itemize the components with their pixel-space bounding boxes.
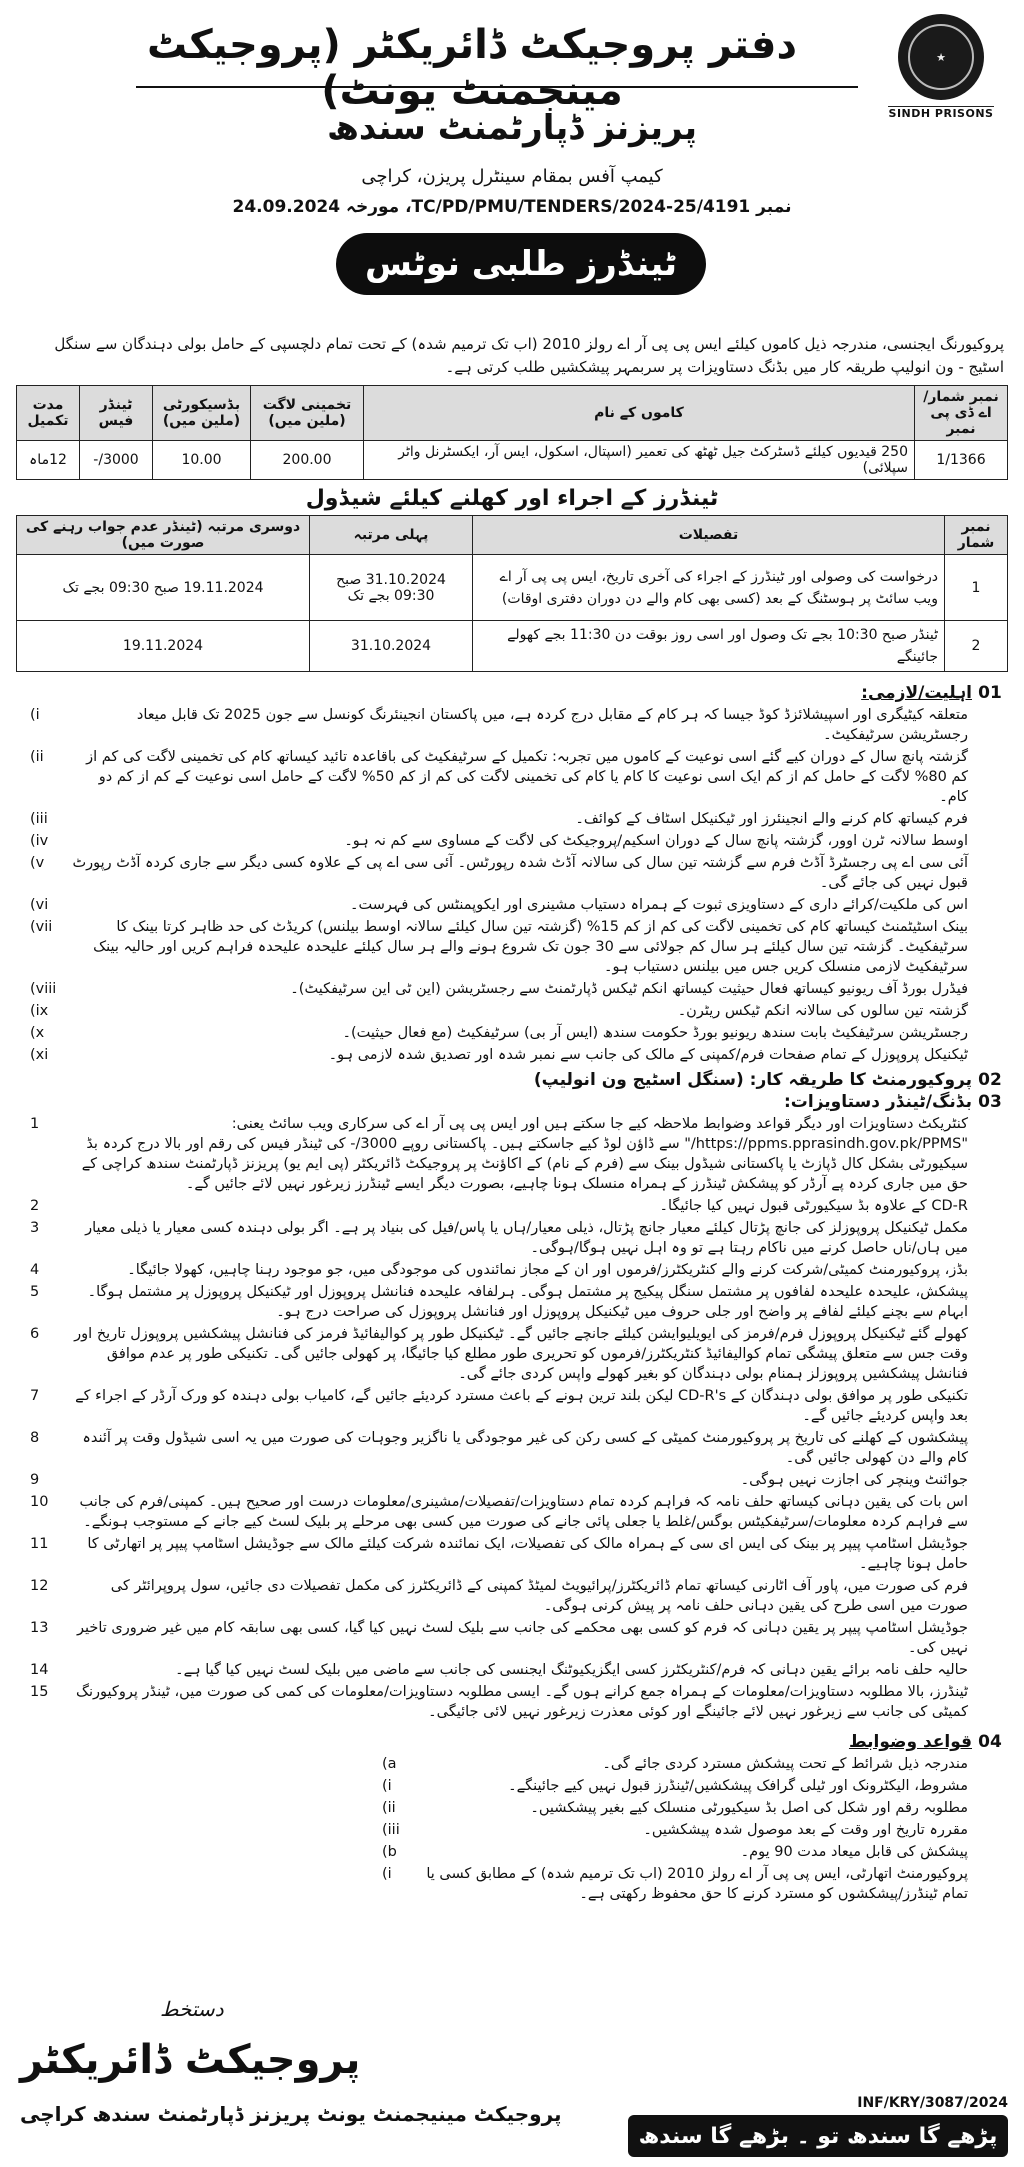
item-text: اس بات کی یقین دہانی کیساتھ حلف نامہ کہ فراہم کردہ تمام دستاویزات/تفصیلات/مشینری/معلومات درست اور صحیح ہیں۔ کمپنی/فرم کی جانب سے فراہم کردہ معلومات/سرٹیفکیٹس بوگس/غلط یا جعلی پائی جانے کی صورت میں کسی بھی مرحلے پر بلیک لسٹ کیے جانے کے مستوجب ہونگے۔ [79, 1494, 968, 1530]
item-text: ٹیکنیکل پروپوزل کے تمام صفحات فرم/کمپنی کے مالک کی جانب سے نمبر شدہ اور تصدیق شدہ لازمی ہو۔ [328, 1047, 968, 1063]
list-item [16, 1324, 1008, 1384]
item-marker: 13 [30, 1620, 49, 1636]
item-marker: 7 [30, 1388, 40, 1404]
list-item [16, 1534, 1008, 1574]
list-item [16, 1114, 1008, 1194]
list-item [16, 1660, 1008, 1680]
item-text: جوڈیشل اسٹامپ پیپر پر یقین دہانی کہ فرم کو کسی بھی محکمے کی جانب سے بلیک لسٹ نہیں کیا گیا، کسی بھی سابقہ کام میں غیر ضروری تاخیر نہیں کی۔ [77, 1620, 968, 1656]
list-item [16, 1001, 1008, 1021]
col-header: دوسری مرتبہ (ٹینڈر عدم جواب رہنے کی صورت میں) [17, 516, 310, 555]
item-text: گزشتہ تین سالوں کی سالانہ انکم ٹیکس ریٹرن۔ [677, 1003, 968, 1019]
item-text: حالیہ حلف نامہ برائے یقین دہانی کہ فرم/کنٹریکٹرز کسی ایگزیکیوٹنگ ایجنسی کی جانب سے ماضی میں بلیک لسٹ نہیں کیا گیا ہے۔ [175, 1662, 968, 1678]
item-text: پروکیورمنٹ اتھارٹی، ایس پی پی آر اے رولز 2010 (اب تک ترمیم شدہ) کے مطابق کسی یا تمام ٹینڈرز/پیشکشوں کو مسترد کرنے کا حق محفوظ رکھتی ہے۔ [426, 1866, 968, 1902]
item-text: مکمل ٹیکنیکل پروپوزلز کی جانچ پڑتال کیلئے معیار جانچ پڑتال، ذیلی معیار/ہاں یا پاس/فیل کی بنیاد پر ہے۔ اگر بولی دہندہ کسی معیار یا ذیلی معیار میں ہاں/ناں حاصل کرنے میں ناکام رہتا ہے تو وہ اہل نہیں ہوگا/ہوگی۔ [85, 1220, 968, 1256]
table-cell: 31.10.2024 [310, 621, 473, 672]
list-item [368, 1754, 1008, 1774]
item-text: پیشکش، علیحدہ علیحدہ لفافوں پر مشتمل سنگل پیکیج پر مشتمل ہوگی۔ ہرلفافہ علیحدہ فنانشل پروپوزل اور ٹیکنیکل پروپوزل پر مشتمل ہوگا۔ ابہام سے بچنے کیلئے لفافے پر واضح اور جلی حروف میں ٹیکنیکل پروپوزل اور فنانشل پروپوزل کی صراحت درج ہو۔ [87, 1284, 968, 1320]
table-cell: 1/1366 [915, 441, 1008, 480]
notice-footer [0, 1997, 1024, 2167]
item-marker: 6 [30, 1326, 40, 1342]
section-number: 04 [978, 1732, 1002, 1752]
list-item [16, 705, 1008, 745]
item-marker: 10 [30, 1494, 49, 1510]
list-item [16, 831, 1008, 851]
camp-office: کیمپ آفس بمقام سینٹرل پریزن، کراچی [361, 166, 663, 187]
list-item [16, 1492, 1008, 1532]
table-cell: 200.00 [251, 441, 364, 480]
item-marker: (iii [382, 1822, 400, 1838]
item-marker: 5 [30, 1284, 40, 1300]
item-marker: (v [30, 855, 45, 871]
list-item [16, 1282, 1008, 1322]
table-cell: 250 قیدیوں کیلئے ڈسٹرکٹ جیل ٹھٹھ کی تعمیر (اسپتال، اسکول، ایس آر، ایکسٹرنل واٹر سپلائی) [364, 441, 915, 480]
item-text: فرم کی صورت میں، پاور آف اٹارنی کیساتھ تمام ڈائریکٹرز/پرائیویٹ لمیٹڈ کمپنی کے ڈائریکٹرز کی مکمل تفصیلات دی جائیں، سول پروپرائٹر کی صورت میں اسی طرح کی یقین دہانی حلف نامہ پر پیش کرنی ہوگی۔ [110, 1578, 968, 1614]
signature: دستخط [160, 1997, 224, 2021]
table-cell: 3000/- [80, 441, 153, 480]
list-item [16, 1045, 1008, 1065]
section-number: 03 [978, 1092, 1002, 1112]
col-header: ٹینڈر فیس [80, 386, 153, 441]
table-cell: 12ماہ [17, 441, 80, 480]
table-row [17, 441, 1008, 480]
list-item [16, 747, 1008, 807]
reference-number: نمبر TC/PD/PMU/TENDERS/2024-25/4191، مورخہ 24.09.2024 [232, 197, 792, 217]
item-marker: 9 [30, 1472, 40, 1488]
item-marker: 12 [30, 1578, 49, 1594]
item-text: رجسٹریشن سرٹیفکیٹ بابت سندھ ریونیو بورڈ حکومت سندھ (ایس آر بی) سرٹیفکیٹ (مع فعال حیثیت)۔ [342, 1025, 968, 1041]
col-header: نمبر شمار [945, 516, 1008, 555]
schedule-table [16, 515, 1008, 672]
list-item [16, 1618, 1008, 1658]
item-text: کھولے گئے ٹیکنیکل پروپوزل فرم/فرمز کی ایویلیوایشن کیلئے جانچے جائیں گے۔ ٹیکنیکل طور پر کوالیفائیڈ فرمز کی فنانشل پیشکشیں پروپوزل تاریخ اور وقت جس سے متعلق پیشگی تمام کوالیفائیڈ کنٹریکٹرز/فرموں کو تحریری طور مطلع کیا جائیگا، پر کھولی جائیں گی۔ تکنیکی طور پر عدم موافق فنانشل پیشکشیں پروپوزلز ہمنام بولی دہندگان کو بغیر کھولے واپس کردی جائے گی۔ [74, 1326, 968, 1382]
inf-number: INF/KRY/3087/2024 [857, 2095, 1008, 2111]
bidding-list [16, 1114, 1008, 1722]
item-text: فیڈرل بورڈ آف ریونیو کیساتھ فعال حیثیت کیساتھ انکم ٹیکس ڈپارٹمنٹ سے رجسٹریشن (این ٹی این سرٹیفکیٹ)۔ [290, 981, 968, 997]
item-marker: (a [382, 1756, 397, 1772]
item-text: CD-R کے علاوہ بڈ سیکیورٹی قبول نہیں کیا جائیگا۔ [659, 1198, 968, 1214]
item-marker: (viii [30, 981, 57, 997]
list-item [368, 1842, 1008, 1862]
logo-caption: SINDH PRISONS [888, 107, 994, 120]
works-table [16, 385, 1008, 480]
section-title: پروکیورمنٹ کا طریقہ کار: (سنگل اسٹیج ون انولیپ) [533, 1070, 972, 1090]
item-text: بڈز، پروکیورمنٹ کمیٹی/شرکت کرنے والے کنٹریکٹرز/فرموں اور ان کے مجاز نمائندوں کی موجودگی میں، جو موجود رہنا چاہیں، کھولا جائیگا۔ [127, 1262, 968, 1278]
item-marker: (vi [30, 897, 49, 913]
item-text: پیشکشوں کے کھلنے کی تاریخ پر پروکیورمنٹ کمیٹی کے کسی رکن کی غیر موجودگی یا ناگزیر وجوہات کی صورت میں یہ اسی شیڈول وقت پر آئندہ کام والے دن کھولی جائیں گی۔ [82, 1430, 968, 1466]
list-item [16, 1428, 1008, 1468]
item-marker: (i [30, 707, 40, 723]
item-text: مشروط، الیکٹرونک اور ٹیلی گرافک پیشکشیں/ٹینڈرز قبول نہیں کیے جائینگے۔ [508, 1778, 968, 1794]
list-item [16, 853, 1008, 893]
col-header: مدت تکمیل [17, 386, 80, 441]
list-item [16, 979, 1008, 999]
item-marker: 11 [30, 1536, 49, 1552]
item-marker: (x [30, 1025, 45, 1041]
list-item [16, 1470, 1008, 1490]
section-bidding [16, 1092, 1008, 1112]
item-text: مندرجہ ذیل شرائط کے تحت پیشکش مسترد کردی جائے گی۔ [602, 1756, 968, 1772]
item-marker: (b [382, 1844, 397, 1860]
item-marker: (i [382, 1866, 392, 1882]
item-text: جوڈیشل اسٹامپ پیپر پر بینک کی ایس ای سی کے ہمراہ مالک کی تفصیلات، ایک نمائندہ شرکت کیلئے مالک سے جوڈیشل اسٹامپ پیپر پر اتھارٹی کا حامل ہونا چاہیے۔ [87, 1536, 968, 1572]
list-item [16, 895, 1008, 915]
item-text: مطلوبہ رقم اور شکل کی اصل بڈ سیکیورٹی منسلک کیے بغیر پیشکشیں۔ [530, 1800, 968, 1816]
item-text: بینک اسٹیٹمنٹ کیساتھ کام کی تخمینی لاگت کی کم از کم 15% (گزشتہ تین سال کیلئے سالانہ اوسط بیلنس) کریڈٹ کی حد ظاہر کرتا بینک کا سرٹیفکیٹ۔ گزشتہ تین سال کیلئے ہر سال کم جولائی سے 30 جون تک شروع ہونے والے ہر سال کیلئے علیحدہ علیحدہ فراہم کریں اور حالیہ بینک سرٹیفکیٹ لازمی منسلک کریں جس میں بیلنس دستیاب ہو۔ [93, 919, 968, 975]
table-cell: 19.11.2024 صبح 09:30 بجے تک [17, 555, 310, 621]
table-cell: 1 [945, 555, 1008, 621]
table-row [17, 555, 1008, 621]
office-title: دفتر پروجیکٹ ڈائریکٹر (پروجیکٹ مینجمنٹ یونٹ) [147, 22, 797, 114]
col-header: نمبر شمار/اے ڈی پی نمبر [915, 386, 1008, 441]
table-cell: درخواست کی وصولی اور ٹینڈرز کے اجراء کی آخری تاریخ، ایس پی پی آر اے ویب سائٹ پر ہوسٹنگ کے بعد (کسی بھی کام والے دن دوران دفتری اوقات) [473, 555, 945, 621]
item-marker: (ii [30, 749, 44, 765]
section-number: 01 [978, 682, 1002, 703]
list-item [16, 1218, 1008, 1258]
item-marker: (iii [30, 811, 48, 827]
list-item [16, 1576, 1008, 1616]
item-marker: 8 [30, 1430, 40, 1446]
section-number: 02 [978, 1069, 1002, 1090]
list-item [16, 1196, 1008, 1216]
slogan-banner: پڑھے گا سندھ تو ۔ بڑھے گا سندھ [628, 2115, 1008, 2157]
works-table-header [17, 386, 1008, 441]
list-item [368, 1864, 1008, 1904]
section-title: بڈنگ/ٹینڈر دستاویزات: [784, 1092, 972, 1112]
eligibility-list [16, 705, 1008, 1065]
item-marker: (xi [30, 1047, 49, 1063]
item-marker: (iv [30, 833, 49, 849]
section-title: قواعد وضوابط [848, 1732, 972, 1752]
item-marker: 4 [30, 1262, 40, 1278]
item-text: جوائنٹ وینچر کی اجازت نہیں ہوگی۔ [740, 1472, 968, 1488]
item-marker: 2 [30, 1198, 40, 1214]
list-item [16, 809, 1008, 829]
list-item [368, 1820, 1008, 1840]
item-marker: 3 [30, 1220, 40, 1236]
table-cell: 31.10.2024 صبح 09:30 بجے تک [310, 555, 473, 621]
item-text: آئی سی اے پی رجسٹرڈ آڈٹ فرم سے گزشتہ تین سال کی سالانہ آڈٹ شدہ رپورٹس۔ آئی سی اے پی کے علاوہ کسی دیگر سے جاری کردہ آڈٹ رپورٹ قبول نہیں کی جائے گی۔ [72, 855, 968, 891]
schedule-table-header [17, 516, 1008, 555]
table-row [17, 621, 1008, 672]
section-procurement [16, 1069, 1008, 1090]
section-eligibility [16, 682, 1008, 703]
item-marker: 1 [30, 1116, 40, 1132]
list-item [368, 1798, 1008, 1818]
item-marker: (ix [30, 1003, 49, 1019]
list-item [16, 1682, 1008, 1722]
notice-banner: ٹینڈرز طلبی نوٹس [336, 233, 706, 295]
intro-paragraph: پروکیورنگ ایجنسی، مندرجہ ذیل کاموں کیلئے ایس پی پی آر اے رولز 2010 (اب تک ترمیم شدہ) کے تحت تمام دلچسپی کے حامل بولی دہندگان سے سنگل اسٹیج - ون انولیپ طریقہ کار میں بڈنگ دستاویزات پر سربمہر پیشکشیں طلب کرتی ہے۔ [54, 335, 1004, 376]
section-rules [16, 1732, 1008, 1752]
department-name: پریزنز ڈپارٹمنٹ سندھ [327, 108, 697, 148]
list-item [16, 1023, 1008, 1043]
table-cell: ٹینڈر صبح 10:30 بجے تک وصول اور اسی روز بوقت دن 11:30 بجے کھولے جائینگے [473, 621, 945, 672]
item-text: مقررہ تاریخ اور وقت کے بعد موصول شدہ پیشکشیں۔ [643, 1822, 968, 1838]
table-cell: 2 [945, 621, 1008, 672]
item-marker: (i [382, 1778, 392, 1794]
col-header: بڈسیکورٹی (ملین میں) [153, 386, 251, 441]
notice-header [16, 8, 1008, 333]
item-text: پیشکش کی قابل میعاد مدت 90 یوم۔ [740, 1844, 968, 1860]
item-marker: 14 [30, 1662, 49, 1678]
item-text: کنٹریکٹ دستاویزات اور دیگر قواعد وضوابط ملاحظہ کیے جا سکتے ہیں اور ایس پی پی آر اے کی سرکاری ویب سائٹ یعنی: "https://ppms.pprasindh.gov.pk/PPMS/" سے ڈاؤن لوڈ کیے جاسکتے ہیں۔ پاکستانی روپے 3000/- کی ٹینڈر فیس کی رقم اور بالا درج کردہ بڈ سیکیورٹی بشکل کال ڈپازٹ یا پاکستانی شیڈول بینک سے (فرم کے نام) کے اکاؤنٹ پر پروجیکٹ ڈائریکٹر (پی ایم یو) پریزنز ڈپارٹمنٹ سندھ کراچی کے حق میں جاری کردہ پے آرڈر کو پیشکش ٹینڈرز کے ہمراہ منسلک ہونا چاہیے، بصورت دیگر ایسے ٹینڈرز زیرغور نہیں لائے جائیں گے۔ [81, 1116, 968, 1192]
signatory-organization: پروجیکٹ مینیجمنٹ یونٹ پریزنز ڈپارٹمنٹ سندھ کراچی [20, 2102, 562, 2126]
item-text: اوسط سالانہ ٹرن اوور، گزشتہ پانچ سال کے دوران اسکیم/پروجیکٹ کی لاگت کے مساوی سے کم نہ ہو۔ [344, 833, 968, 849]
table-cell: 19.11.2024 [17, 621, 310, 672]
list-item [16, 917, 1008, 977]
item-text: تکنیکی طور پر موافق بولی دہندگان کے CD-R's لیکن بلند ترین ہونے کے باعث مسترد کردیئے جائیں گے، کامیاب بولی دہندہ کو ورک آرڈر کے اجراء کے بعد واپس کردیئے جائیں گے۔ [75, 1388, 968, 1424]
item-marker: 15 [30, 1684, 49, 1700]
list-item [16, 1260, 1008, 1280]
signatory-designation: پروجیکٹ ڈائریکٹر [20, 2037, 361, 2083]
schedule-heading: ٹینڈرز کے اجراء اور کھلنے کیلئے شیڈول [305, 486, 719, 511]
item-marker: (ii [382, 1800, 396, 1816]
col-header: پہلی مرتبہ [310, 516, 473, 555]
list-item [16, 1386, 1008, 1426]
item-marker: (vii [30, 919, 53, 935]
col-header: کاموں کے نام [364, 386, 915, 441]
section-title: اہلیت/لازمی: [861, 683, 972, 703]
header-divider [136, 86, 858, 88]
sindh-prisons-logo [898, 14, 984, 100]
col-header: تخمینی لاگت (ملین میں) [251, 386, 364, 441]
item-text: متعلقہ کیٹیگری اور اسپیشلائزڈ کوڈ جیسا کہ ہر کام کے مقابل درج کردہ ہے، میں پاکستان انجینئرنگ کونسل سے جون 2025 تک قابل میعاد رجسٹریشن سرٹیفکیٹ۔ [136, 707, 968, 743]
item-text: گزشتہ پانچ سال کے دوران کیے گئے اسی نوعیت کے کاموں میں تجربہ: تکمیل کے سرٹیفکیٹ کی باقاعدہ تائید کیساتھ کام کی تخمینی لاگت کی کم از کم 80% لاگت کے حامل کم از کم ایک اسی نوعیت کا کام یا کام کی تخمینی لاگت کی کم از کم 50% لاگت کے حامل اسی نوعیت کے کم از کم دو کام۔ [86, 749, 968, 805]
item-text: فرم کیساتھ کام کرنے والے انجینئرز اور ٹیکنیکل اسٹاف کے کوائف۔ [575, 811, 968, 827]
emblem-icon: ★ [908, 24, 974, 90]
table-cell: 10.00 [153, 441, 251, 480]
col-header: تفصیلات [473, 516, 945, 555]
item-text: ٹینڈرز، بالا مطلوبہ دستاویزات/معلومات کے ہمراہ جمع کرانے ہوں گے۔ ایسی مطلوبہ دستاویزات/معلومات کی کمی کی صورت میں، ٹینڈر پروکیورنگ کمیٹی کی جانب سے زیرغور نہیں لائے جائینگے اور کوئی معذرت زیرغور نہیں لائی جائیگی۔ [76, 1684, 968, 1720]
item-text: اس کی ملکیت/کرائے داری کے دستاویزی ثبوت کے ہمراہ دستیاب مشینری اور ایکوپمنٹس کی فہرست۔ [350, 897, 968, 913]
rules-list [368, 1754, 1008, 1904]
list-item [368, 1776, 1008, 1796]
